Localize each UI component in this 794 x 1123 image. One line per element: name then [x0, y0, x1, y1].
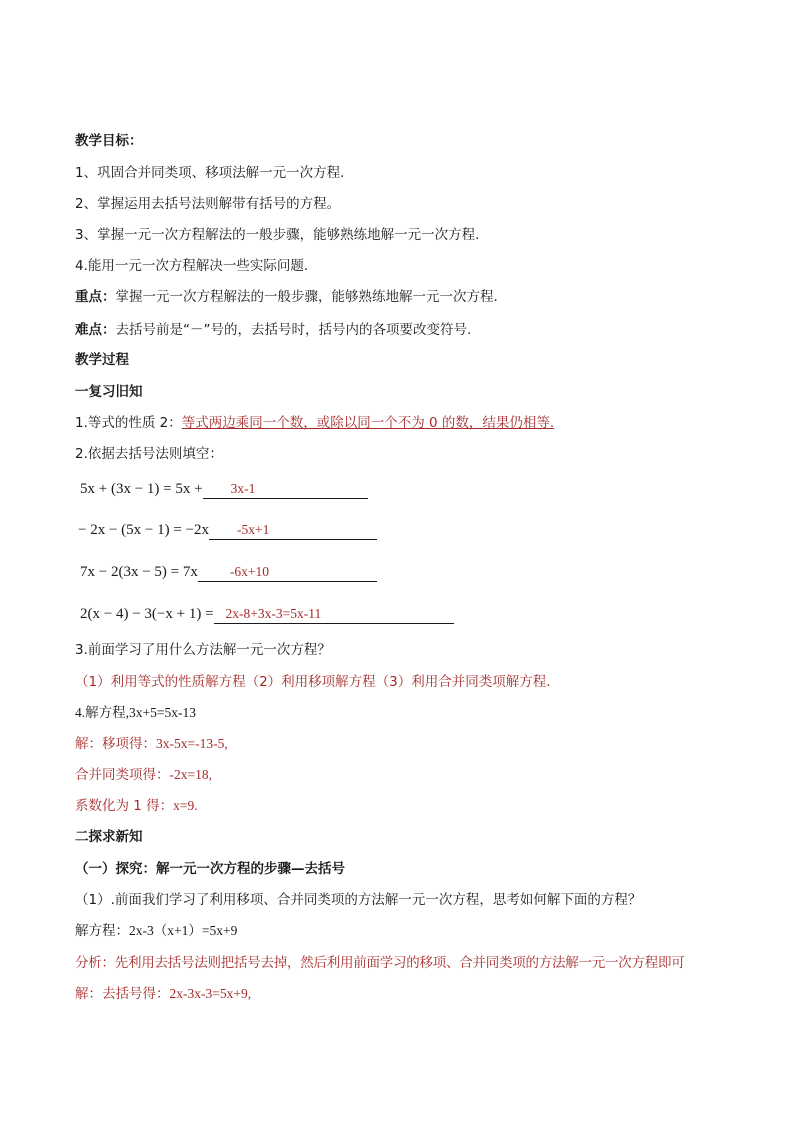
- objective-item-4: 4.能用一元一次方程解决一些实际问题.: [75, 258, 309, 274]
- difficulty-text: 去括号前是“－”号的，去括号时，括号内的各项要改变符号.: [115, 322, 472, 338]
- equation-3: [80, 562, 377, 582]
- equation-1-answer: 3x-1: [203, 480, 368, 499]
- explore-solution-value: 2x-3x-3=5x+9,: [169, 986, 252, 1001]
- explore-subheading: （一）探究：解一元一次方程的步骤—去括号: [75, 861, 345, 877]
- equation-2-answer: -5x+1: [209, 521, 377, 540]
- question-4-prompt: 4.解方程,3x+5=5x-13: [75, 705, 196, 720]
- review-heading: 一复习旧知: [75, 384, 143, 400]
- solution-step-3-label: 系数化为 1 得：: [75, 798, 174, 814]
- solution-step-3: [75, 796, 198, 816]
- question-1-prefix: 1.等式的性质 2：: [75, 415, 182, 431]
- question-1-answer: 等式两边乘同一个数，或除以同一个不为 0 的数，结果仍相等.: [181, 415, 555, 431]
- explore-paragraph: （1）.前面我们学习了利用移项、合并同类项的方法解一元一次方程，思考如何解下面的方程？: [75, 892, 642, 908]
- question-1: [75, 413, 554, 433]
- explore-equation-label: 解方程：: [75, 923, 129, 939]
- equation-4-answer: 2x-8+3x-3=5x-11: [214, 605, 454, 624]
- equation-3-lhs: 7x − 2(3x − 5) = 7x: [80, 564, 198, 580]
- equation-4: [80, 604, 454, 624]
- equation-1: [80, 479, 368, 499]
- explore-solution: [75, 984, 251, 1004]
- difficulty-point: [75, 320, 471, 340]
- solution-step-1: [75, 734, 228, 754]
- solution-step-1-value: 3x-5x=-13-5,: [156, 736, 228, 751]
- solution-step-3-value: x=9.: [173, 798, 198, 813]
- equation-2-lhs: − 2x − (5x − 1) = −2x: [78, 522, 210, 538]
- key-point-text: 掌握一元一次方程解法的一般步骤，能够熟练地解一元一次方程.: [115, 289, 498, 305]
- process-heading: 教学过程: [75, 352, 129, 368]
- explore-equation: [75, 921, 237, 941]
- objective-item-2: 2、掌握运用去括号法则解带有括号的方程。: [75, 196, 341, 212]
- solution-step-2-label: 合并同类项得：: [75, 767, 170, 783]
- solution-step-2-value: -2x=18,: [169, 767, 212, 782]
- explore-solution-label: 解：去括号得：: [75, 986, 170, 1002]
- explore-equation-value: 2x-3（x+1）=5x+9: [129, 923, 238, 938]
- key-point: [75, 287, 498, 307]
- solution-step-1-label: 解：移项得：: [75, 736, 156, 752]
- objective-item-1: 1、巩固合并同类项、移项法解一元一次方程.: [75, 165, 345, 181]
- equation-3-answer: -6x+10: [198, 563, 377, 582]
- equation-1-lhs: 5x + (3x − 1) = 5x +: [80, 481, 203, 497]
- objectives-heading: 教学目标：: [75, 133, 143, 149]
- explore-heading: 二探求新知: [75, 829, 143, 845]
- equation-2: [78, 520, 377, 540]
- solution-step-2: [75, 765, 212, 785]
- question-3-answer: （1）利用等式的性质解方程（2）利用移项解方程（3）利用合并同类项解方程.: [75, 674, 551, 690]
- objective-item-3: 3、掌握一元一次方程解法的一般步骤，能够熟练地解一元一次方程.: [75, 227, 480, 243]
- explore-analysis: 分析：先利用去括号法则把括号去掉，然后利用前面学习的移项、合并同类项的方法解一元一次方程即可: [75, 955, 685, 971]
- question-2-prompt: 2.依据去括号法则填空：: [75, 446, 223, 462]
- difficulty-label: 难点：: [75, 322, 116, 338]
- question-3-prompt: 3.前面学习了用什么方法解一元一次方程？: [75, 642, 331, 658]
- equation-4-lhs: 2(x − 4) − 3(−x + 1) =: [80, 606, 214, 622]
- key-point-label: 重点：: [75, 289, 116, 305]
